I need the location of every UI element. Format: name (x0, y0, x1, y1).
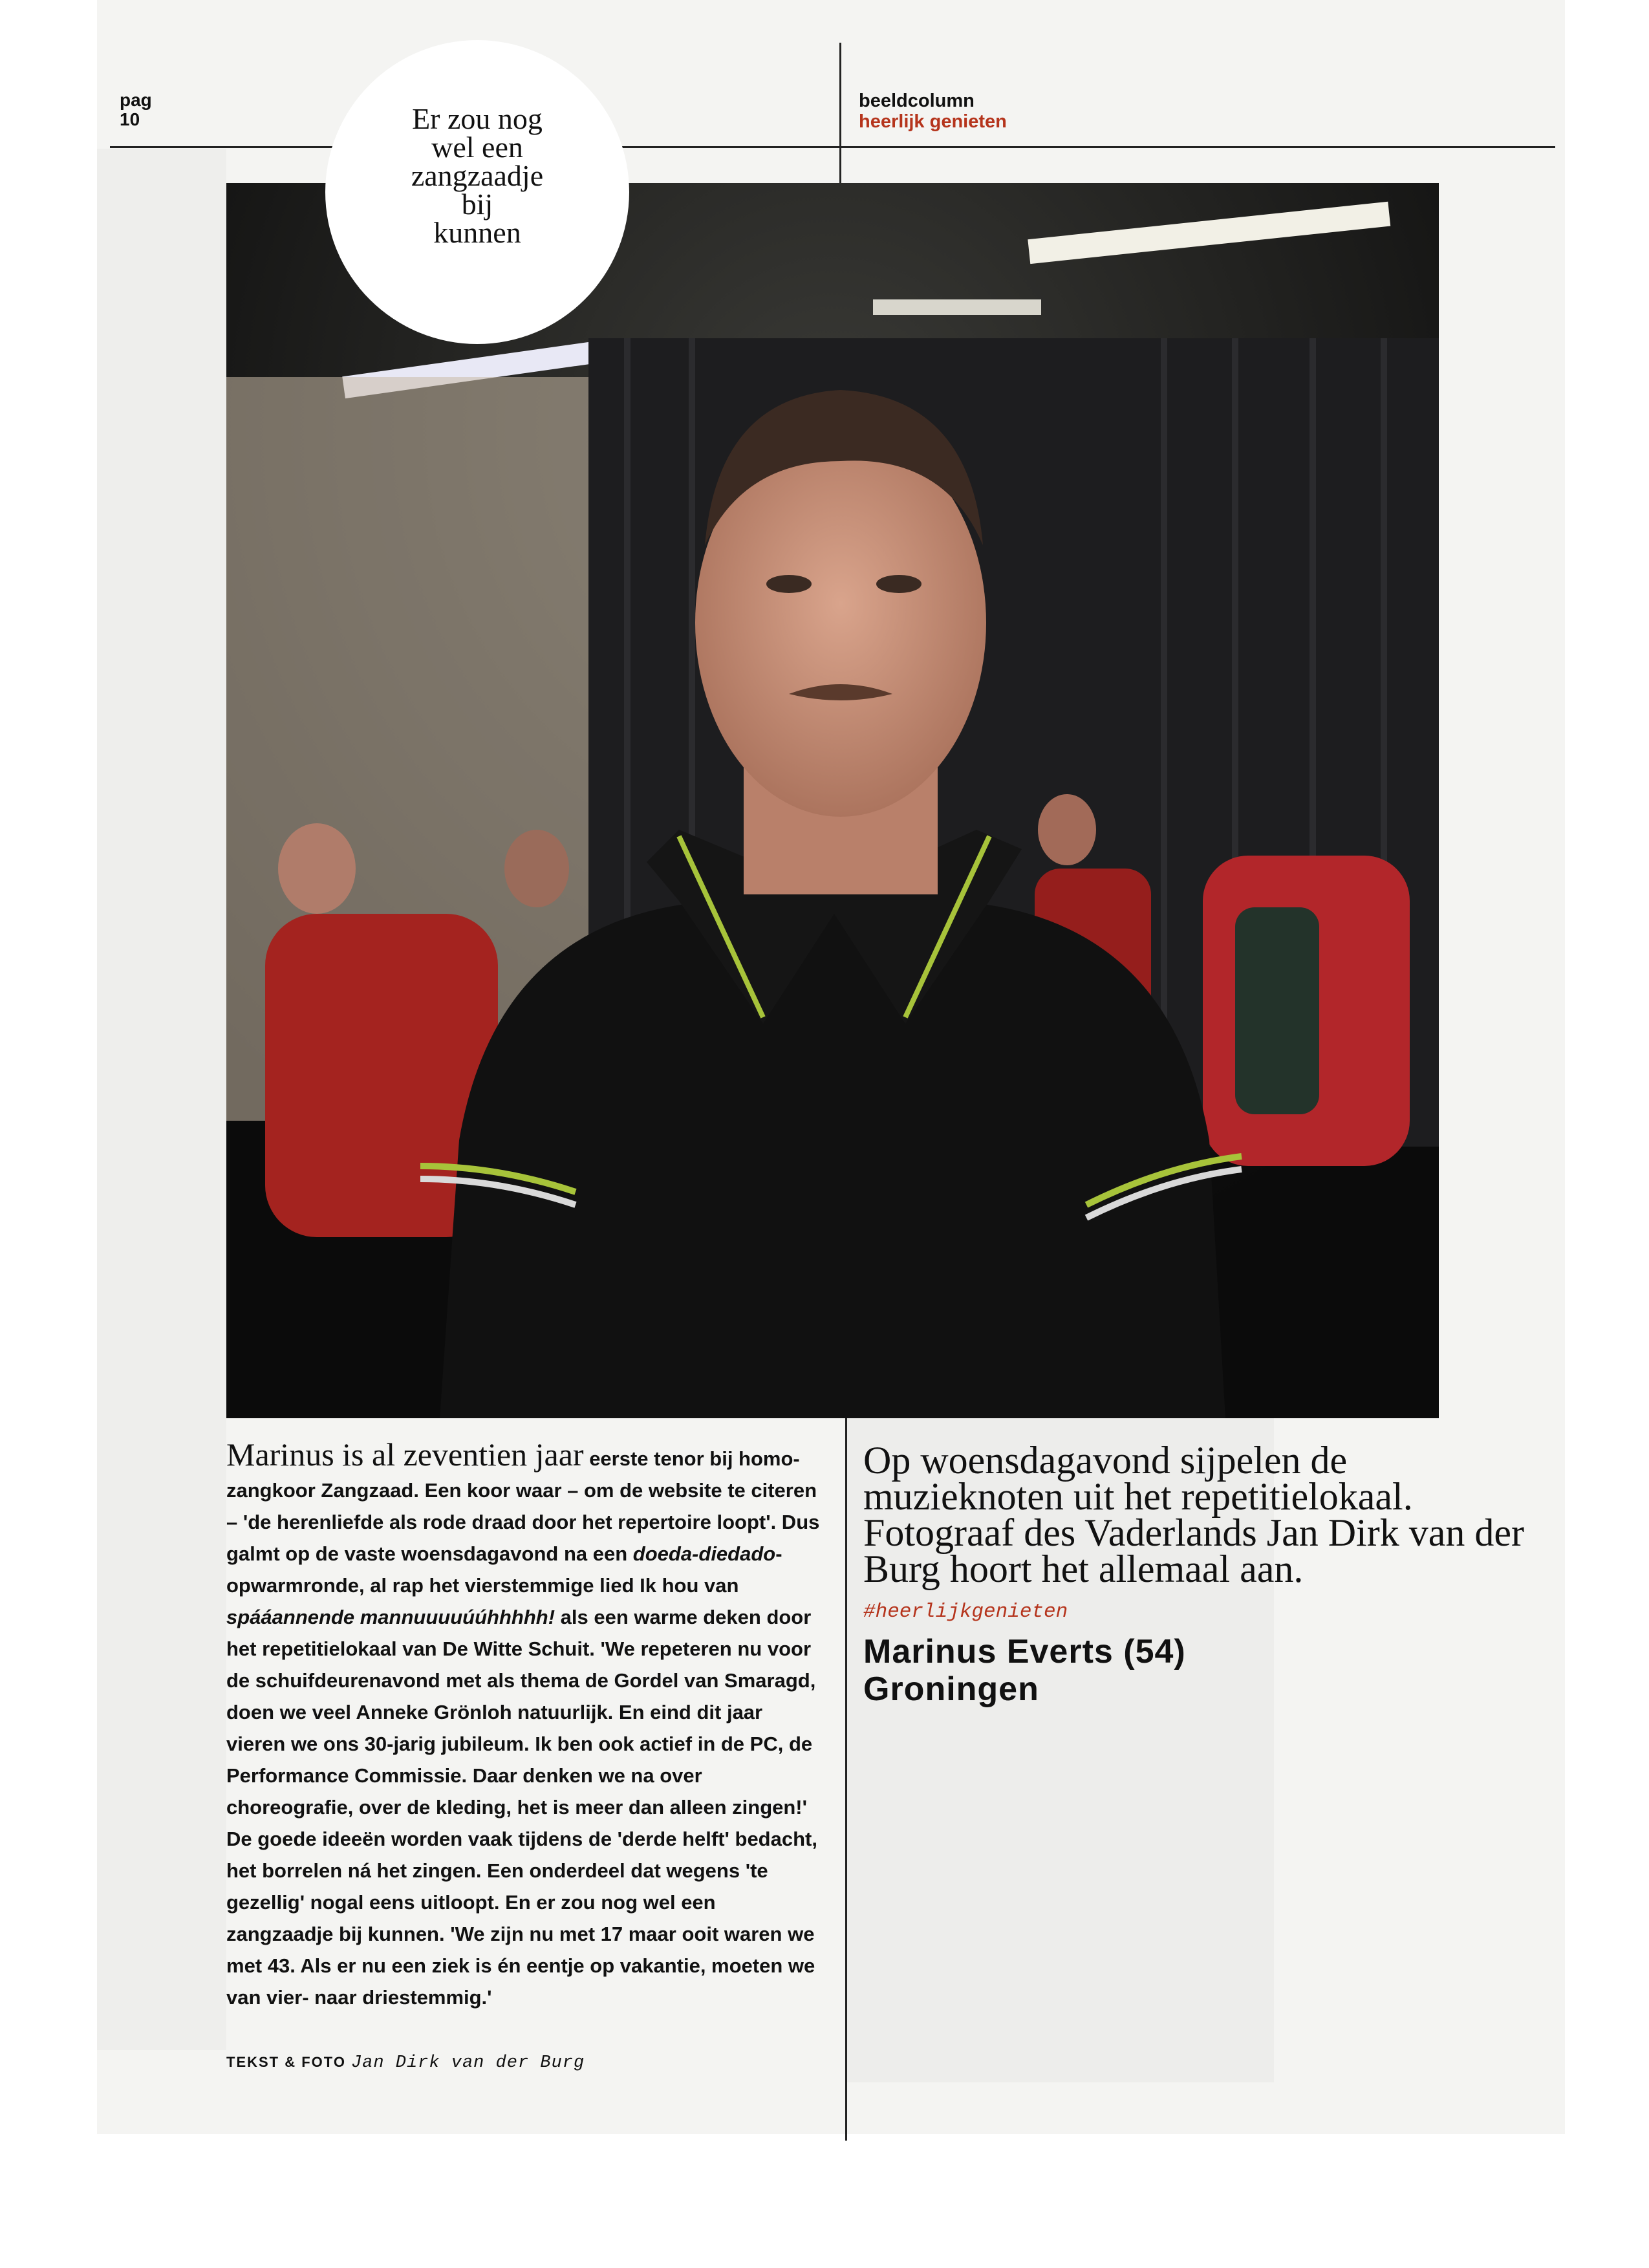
page-number (120, 91, 152, 129)
pull-quote: Er zou nog wel een zangzaadje bij kunnen (411, 102, 544, 249)
page-label: pag (120, 90, 152, 110)
portrait-illustration (226, 183, 1439, 1418)
page-number-value: 10 (120, 109, 140, 129)
credit-name: Jan Dirk van der Burg (350, 2053, 585, 2073)
intro-text: Op woensdagavond sijpelen de muzieknoten uit het repetitielokaal. Fotograaf des Vaderlands Jan Dirk van der Burg hoort het allemaal aan. (863, 1439, 1524, 1590)
section-header (859, 91, 1007, 132)
article-text-1: eerste tenor bij homo-zangkoor Zangzaad. Een koor waar – om de website te citeren – 'de herenliefde als rode draad door het repertoire loopt'. Dus galmt op de vaste woensdagavond na een (226, 1447, 820, 1565)
bleed-through-column (97, 149, 226, 2050)
person-city: Groningen (863, 1670, 1039, 1708)
credit-line (226, 2053, 585, 2073)
article-body (226, 1436, 824, 2013)
portrait-photo (226, 183, 1439, 1418)
column-divider (845, 1410, 847, 2141)
credit-label: TEKST & FOTO (226, 2054, 346, 2070)
header-divider (839, 43, 841, 185)
article-text-2: -opwarmronde, al rap het vierstemmige lied Ik hou van (226, 1542, 782, 1597)
article-text-3: als een warme deken door het repetitielokaal van De Witte Schuit. 'We repeteren nu voor de schuifdeurenavond met als thema de Gordel van Smaragd, doen we veel Anneke Grönloh natuurlijk. En eind dit jaar vieren we ons 30-jarig jubileum. Ik ben ook actief in de PC, de Performance Commissie. Daar denken we na over choreografie, over de kleding, het is meer dan alleen zingen!' De goede ideeën worden vaak tijdens de 'derde helft' bedacht, het borrelen ná het zingen. Een onderdeel dat wegens 'te gezellig' nogal eens uitloopt. En er zou nog wel een zangzaadje bij kunnen. 'We zijn nu met 17 maar ooit waren we met 43. Als er nu een ziek is én eentje op vakantie, moeten we van vier- naar driestemmig.' (226, 1606, 817, 2009)
header-rule (110, 146, 1555, 148)
article-italic-1: doeda-diedado (632, 1542, 776, 1565)
article-italic-2: spááannende mannuuuuúúhhhhh! (226, 1606, 555, 1628)
person-block (863, 1633, 1316, 1708)
person-name: Marinus Everts (54) (863, 1633, 1186, 1670)
pull-quote-circle (325, 40, 629, 344)
article-lead: Marinus is al zeventien jaar (226, 1436, 584, 1473)
hashtag: #heerlijkgenieten (863, 1601, 1068, 1623)
section-name: beeldcolumn (859, 91, 975, 111)
section-subtitle: heerlijk genieten (859, 111, 1007, 132)
